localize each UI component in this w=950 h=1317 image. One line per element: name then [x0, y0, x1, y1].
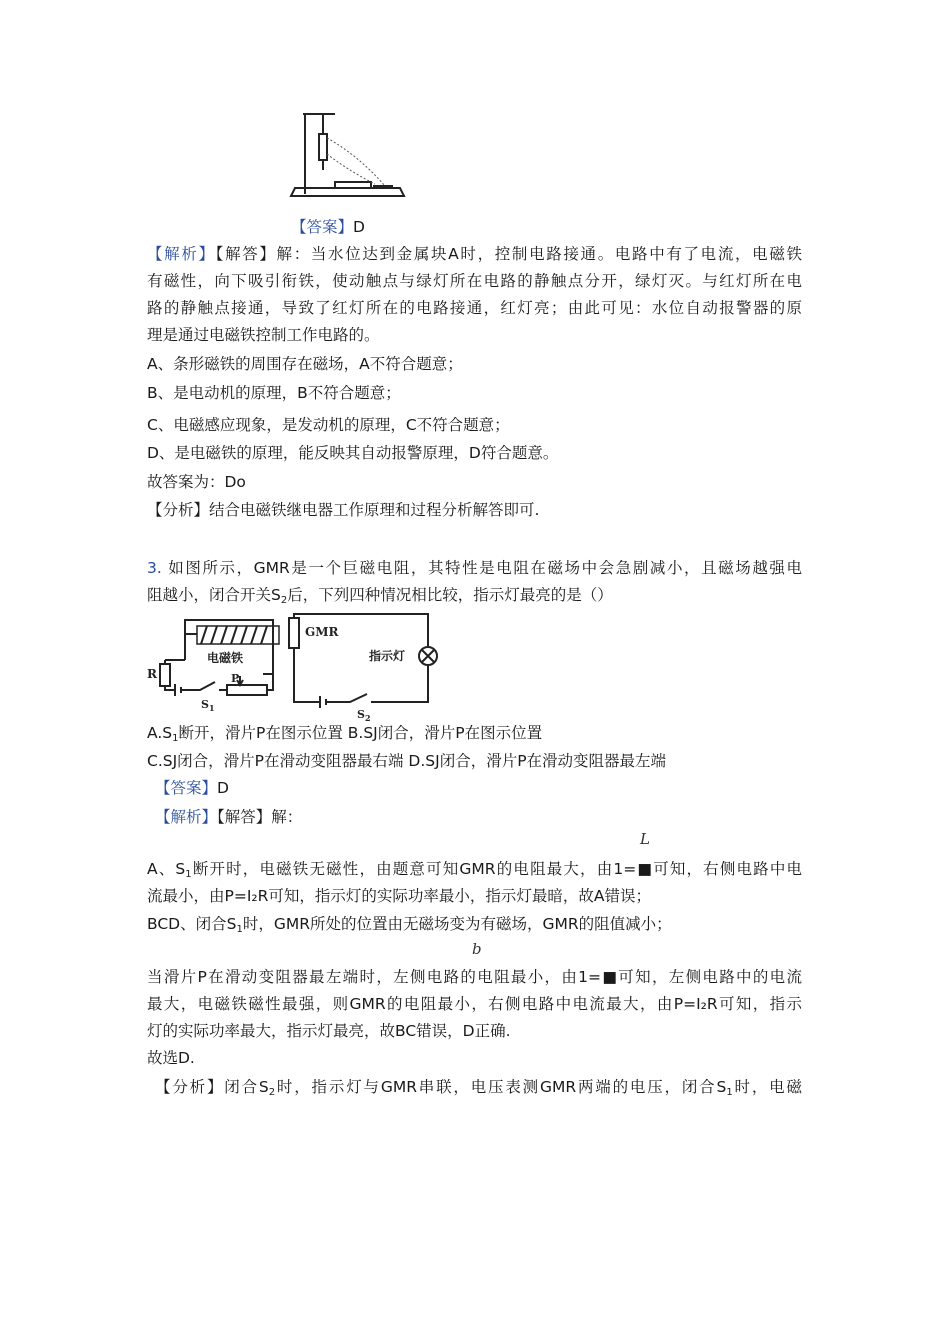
q3-text-2a: 阻越小，闭合开关S — [147, 586, 281, 604]
analysis-line-2: 有磁性，向下吸引衔铁，使动触点与绿灯所在电路的静触点分开，绿灯灭。与红灯所在电 — [147, 272, 802, 290]
summary-a: 【分析】闭合S — [155, 1078, 269, 1096]
option-b: B、是电动机的原理，B不符合题意； — [147, 384, 401, 402]
slider-line-2: 最大，电磁铁磁性最强，则GMR的电阻最小，右侧电路中电流最大，由P=I₂R可知，指示 — [147, 995, 802, 1013]
bcd-sub: 1 — [236, 924, 243, 935]
answer-label: 【答案】 — [291, 218, 354, 236]
q3-summary — [155, 1076, 802, 1104]
q3-options-cd: C.SJ闭合，滑片P在滑动变阻器最右端 D.SJ闭合，滑片P在滑动变阻器最左端 — [147, 752, 667, 770]
analysis-text-1: 【解答】解：当水位达到金属块A时，控制电路接通。电路中有了电流，电磁铁 — [215, 245, 802, 263]
summary-sub2: 1 — [726, 1087, 733, 1098]
a-line-2: 流最小，由P=I₂R可知，指示灯的实际功率最小，指示灯最暗，故A错误； — [147, 887, 651, 905]
s1-label: $S_1$ — [201, 698, 215, 713]
q3-sub-2: 2 — [280, 595, 288, 606]
q3-line-1 — [147, 557, 802, 579]
a-line-1a: A、S — [147, 860, 186, 878]
analysis-line-3: 路的静触点接通，导致了红灯所在的电路接通，红灯亮；由此可见：水位自动报警器的原 — [147, 299, 802, 317]
summary: 【分析】结合电磁铁继电器工作原理和过程分析解答即可. — [147, 501, 540, 519]
opt-a-sub: 1 — [172, 733, 179, 744]
a-line-1 — [147, 858, 802, 886]
gmr-label: GMR — [305, 625, 339, 639]
conclusion: 故答案为：Do — [147, 473, 246, 491]
summary-c: 时，电磁 — [732, 1078, 802, 1096]
question-number: 3. — [147, 559, 162, 577]
q3-line-2 — [147, 584, 613, 612]
p-label: P — [231, 672, 240, 685]
r-label: R — [147, 667, 157, 681]
fraction-symbol-1: L — [640, 830, 650, 848]
fraction-symbol-2: b — [472, 940, 482, 958]
q3-analysis-tag: 【解析】 — [155, 808, 218, 826]
q3-options-ab — [147, 722, 542, 750]
bcd-a: BCD、闭合S — [147, 915, 237, 933]
apparatus-figure — [285, 108, 410, 200]
q3-text-1: 如图所示，GMR是一个巨磁电阻，其特性是电阻在磁场中会急剧减小，且磁场越强电 — [168, 559, 802, 577]
s2-label: $S_2$ — [357, 708, 371, 722]
option-d: D、是电磁铁的原理，能反映其自动报警原理，D符合题意。 — [147, 444, 559, 462]
a-line-1b: 断开时，电磁铁无磁性，由题意可知GMR的电阻最大，由1=■可知，右侧电路中电 — [191, 860, 802, 878]
option-c: C、电磁感应现象，是发动机的原理，C不符合题意； — [147, 416, 510, 434]
bcd-b: 时，GMR所处的位置由无磁场变为有磁场，GMR的阻值减小； — [242, 915, 672, 933]
q3-analysis-head-text: 【解答】解： — [217, 808, 303, 826]
q3-answer-label: 【答案】 — [155, 779, 218, 797]
q3-analysis-head — [155, 806, 302, 828]
slider-line-3: 灯的实际功率最大，指示灯最亮，故BC错误，D正确. — [147, 1022, 511, 1040]
analysis-line-4: 理是通过电磁铁控制工作电路的。 — [147, 326, 380, 344]
analysis-line-1 — [147, 243, 802, 265]
analysis-tag: 【解析】 — [147, 245, 216, 263]
q3-answer-value: D — [217, 779, 229, 797]
summary-b: 时，指示灯与GMR串联，电压表测GMR两端的电压，闭合S — [275, 1078, 727, 1096]
answer-value: D — [353, 218, 365, 236]
lamp-label: 指示灯 — [369, 649, 406, 663]
choose-line: 故选D. — [147, 1049, 195, 1067]
option-a: A、条形磁铁的周围存在磁场，A不符合题意； — [147, 355, 463, 373]
opt-a-text: A.S — [147, 724, 173, 742]
electromagnet-label: 电磁铁 — [207, 651, 244, 665]
opt-ab-text: 断开，滑片P在图示位置 B.SJ闭合，滑片P在图示位置 — [178, 724, 543, 742]
a-line-1-sub: 1 — [185, 869, 192, 880]
circuit-diagram — [145, 612, 445, 722]
bcd-line — [147, 913, 672, 941]
top-answer — [291, 216, 365, 238]
q3-answer — [155, 777, 229, 799]
summary-sub1: 2 — [268, 1087, 276, 1098]
slider-line-1: 当滑片P在滑动变阻器最左端时，左侧电路的电阻最小，由1=■可知，左侧电路中的电流 — [147, 968, 802, 986]
q3-text-2b: 后，下列四种情况相比较，指示灯最亮的是（） — [287, 586, 613, 604]
